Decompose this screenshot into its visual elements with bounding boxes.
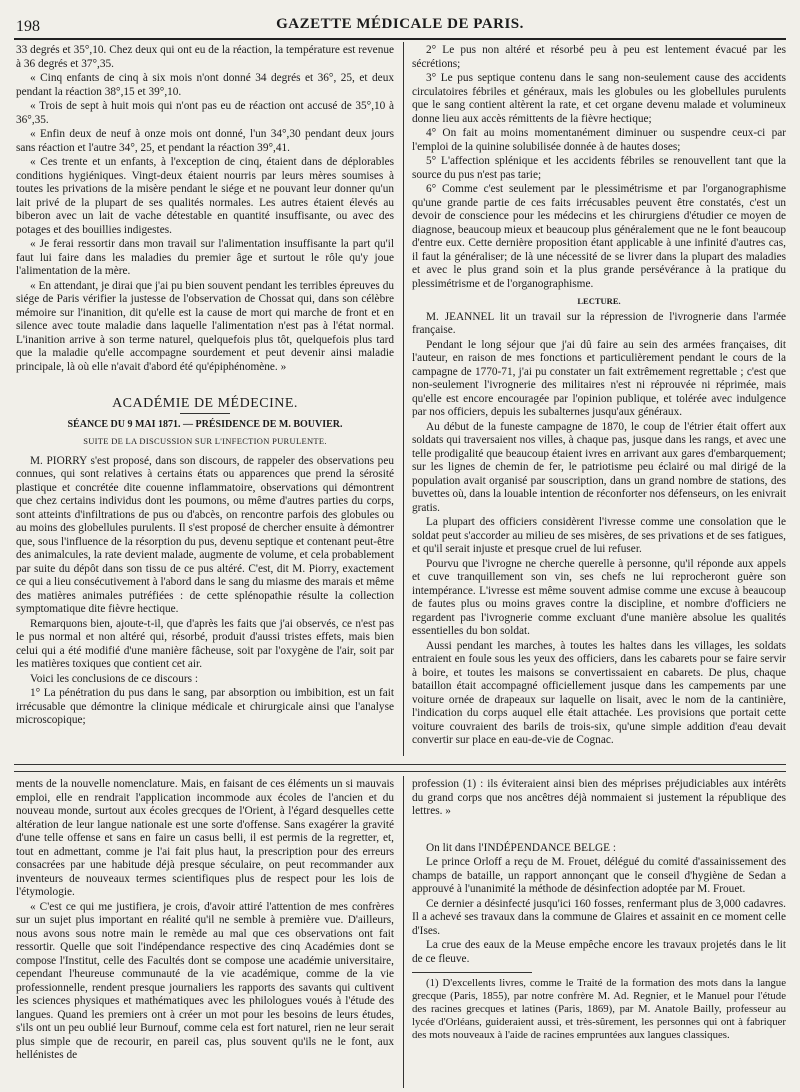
section-separator	[14, 771, 786, 772]
section-rule	[180, 413, 230, 414]
paragraph: « Cinq enfants de cinq à six mois n'ont donné 34 degrés et 36°, 25, et deux pendant la réaction 38°,15 et 39°,10.	[16, 72, 394, 98]
paragraph: Pourvu que l'ivrogne ne cherche querelle à personne, qu'il réponde aux appels et cuve tranquillement son vin, ses chefs ne lui reprocheront guère son intempérance. L'ivresse est même souvent admise comme une excuse à beaucoup de fautes plus ou moins graves contre la discipline, et nombre d'officiers ne regardent pas l'ivrognerie comme excluant d'une manière absolue les qualités essentielles du bon soldat.	[412, 557, 786, 637]
page-header	[14, 0, 786, 38]
paragraph: 4° On fait au moins momentanément diminuer ou suspendre ceux-ci par l'emploi de la quinine solubilisée donnée à de hautes doses;	[412, 127, 786, 153]
paragraph: 33 degrés et 35°,10. Chez deux qui ont eu de la réaction, la température est revenue à 36 degrés et 37°,35.	[16, 44, 394, 70]
paragraph: 5° L'affection splénique et les accidents fébriles se renouvellent tant que la source du pus n'est pas tarie;	[412, 155, 786, 181]
page-number: 198	[16, 18, 40, 35]
header-rule	[14, 38, 786, 40]
top-right-column	[412, 44, 786, 754]
paragraph: Remarquons bien, ajoute-t-il, que d'après les faits que j'ai observés, ce n'est pas le pus normal et non altéré qui, résorbé, produit d'aussi tristes effets, mais bien celui qui a été modifié d'une manière fâcheuse, soit par l'oxygène de l'air, soit par les matières toxiques que contient cet air.	[16, 617, 394, 670]
paragraph: « C'est ce qui me justifiera, je crois, d'avoir attiré l'attention de mes confrères sur un sujet plus important en réalité qu'il ne semble à première vue. D'ailleurs, nous avons sous notre main le remède au mal que ces observations ont fait ressortir. Quelle que soit l'indépendance respective des cinq Académies dont se compose l'Institut, celle des Facultés dont se compose une académie universitaire, cependant l'heureuse communauté de la vie académique, comme de la vie professionnelle, rendent presque journaliers les rapports des savants qui cultivent les sciences physiques et mathématiques avec les philologues voués à l'étude des langues. Quand les premiers ont à créer un mot pour les besoins de leurs études, s'ils ont un peu oublié leur Burnouf, comme cela est fort naturel, rien ne leur serait plus simple que de recourir, en pareil cas, plus souvent qu'ils ne le font, aux hellénistes de	[16, 900, 394, 1061]
paragraph: « Trois de sept à huit mois qui n'ont pas eu de réaction ont accusé de 35°,10 à 36°,35.	[16, 100, 394, 126]
paragraph: « Ces trente et un enfants, à l'exception de cinq, étaient dans de déplorables conditions hygiéniques. Vingt-deux étaient nourris par leurs mères soumises à toutes les privations de la misère pendant le siége et ne pouvant leur donner qu'un lait privé de la plupart de ses qualités normales. Les autres étaient élevés au biberon avec un lait de vache détestable en quantité insuffisante, ou avec des potages et des bouillies indigestes.	[16, 156, 394, 236]
bottom-right-column	[412, 778, 786, 1088]
paragraph: 6° Comme c'est seulement par le plessimétrisme et par l'organographisme qu'une grande partie de ces faits irrécusables peuvent être constatés, c'est un devoir de conscience pour les médecins et les chirurgiens d'étudier ce moyen de diagnose, beaucoup mieux et beaucoup plus généralement que ne le font beaucoup d'entre eux. Cette dernière proposition étant applicable à une infinité d'autres cas, il faut la généraliser; de là une nécessité de se livrer dans la plupart des maladies et avec le plus grand soin et la plus grande persévérance à la pratique du plessimétrisme et de l'organographisme.	[412, 183, 786, 290]
paragraph: ments de la nouvelle nomenclature. Mais, en faisant de ces éléments un si mauvais emploi, elle en rendrait l'application incommode aux écoles de l'ancien et du nouveau monde, surtout aux écoles grecques de l'Orient, à l'égard desquelles cette altération de leur langue nationale est une sorte d'offense. Sans exagérer la gravité d'une telle offense et sans en faire un casus belli, il est permis de la regretter, et, tout en admettant, comme je l'ai fait plus haut, la prescription pour des erreurs consacrées par une habitude déjà presque séculaire, on peut recommander aux inventeurs de nouveaux termes scientifiques plus de respect pour les lois de l'étymologie.	[16, 778, 394, 898]
paragraph: Pendant le long séjour que j'ai dû faire au sein des armées françaises, dit l'auteur, en raison de mes fonctions et particulièrement pendant le cours de la campagne de 1770-71, j'ai pu constater un fait extrêmement regrettable ; c'est que non-seulement l'ivrognerie des militaires n'est ni réprouvée ni réprimée, mais qu'elle est encore encouragée par l'opinion publique, et tolérée avec indulgence par nos officiers, depuis les subalternes jusqu'aux généraux.	[412, 338, 786, 418]
footnote: (1) D'excellents livres, comme le Traité de la formation des mots dans la langue grecque (Paris, 1855), par notre confrère M. Ad. Regnier, et le Manuel pour l'étude des racines grecques et latines (Paris, 1869), par M. Anatole Bailly, professeur au lycée d'Orléans, guideraient aussi, et très-sûrement, les personnes qui ont à fabriquer des mots nouveaux à l'aide de racines empruntées aux langues classiques.	[412, 977, 786, 1041]
paragraph: La plupart des officiers considèrent l'ivresse comme une consolation que le soldat peut s'accorder au milieu de ses misères, de ses privations et de ses fatigues, et qu'il serait injuste et presque cruel de lui refuser.	[412, 516, 786, 555]
source-intro: On lit dans l'INDÉPENDANCE BELGE :	[426, 841, 616, 854]
lecture-heading: LECTURE.	[577, 296, 621, 306]
section-title: ACADÉMIE DE MÉDECINE.	[112, 396, 298, 411]
paragraph: « En attendant, je dirai que j'ai pu bien souvent pendant les terribles épreuves du siége de Paris vérifier la justesse de l'observation de Chossat qui, dans son célèbre mémoire sur l'inanition, dit qu'elle est la cause de mort qui marche de front et en silence avec toute maladie dans laquelle l'alimentation n'est pas à l'état normal. L'inanition arrive à son terme naturel, quelquefois plus tôt, quelquefois plus tard que la maladie qu'elle accompagne sourdement et peut devenir ainsi maladie principale, là où elle n'avait d'abord été qu'épiphénomène. »	[16, 279, 394, 373]
paragraph: Le prince Orloff a reçu de M. Frouet, délégué du comité d'assainissement des champs de bataille, un rapport annonçant que le conseil d'hygiène de Sedan a approuvé à l'unanimité la méthode de désinfection adoptée par M. Frouet.	[412, 856, 786, 895]
column-divider	[403, 42, 404, 756]
section-separator	[14, 764, 786, 765]
paragraph: 2° Le pus non altéré et résorbé peu à peu est lentement évacué par les sécrétions;	[412, 44, 786, 70]
paragraph: Au début de la funeste campagne de 1870, le coup de l'étrier était offert aux soldats qui traversaient nos villes, à chaque pas, jusque dans les rangs, et avec une telle prodigalité que beaucoup étaient ivres en arrivant aux gares d'embarquement; sur les lignes de chemin de fer, le patriotisme peu éclairé ou mal dirigé de la population avait organisé par souscription, dans un grand nombre de stations, des buvettes où, dans la louable intention de réconforter nos défenseurs, on les enivrait gratis.	[412, 420, 786, 514]
paragraph: Ce dernier a désinfecté jusqu'ici 160 fosses, renfermant plus de 3,000 cadavres. Il a achevé ses travaux dans la commune de Glaires et assainit en ce moment celle d'Ises.	[412, 897, 786, 937]
journal-title: GAZETTE MÉDICALE DE PARIS.	[276, 16, 524, 32]
paragraph: « Enfin deux de neuf à onze mois ont donné, l'un 34°,30 pendant deux jours sans réaction et l'autre 34°, 25, et pendant la réaction 39°,41.	[16, 128, 394, 154]
paragraph: Voici les conclusions de ce discours :	[30, 672, 198, 685]
seance-heading: SÉANCE DU 9 MAI 1871. — PRÉSIDENCE DE M. BOUVIER.	[67, 418, 343, 430]
paragraph: M. PIORRY s'est proposé, dans son discours, de rappeler des observations peu connues, qui sont relatives à certains états ou apparences que prend la sérosité plastique et concrétée dite couenne inflammatoire, observations qui démontrent que chez certains individus dont les poumons, ou même d'autres parties du corps, sont atteints d'infiltrations de pus ou d'abcès, on rencontre parfois des globules ou au moins des globellules purulents. Il s'est proposé de chercher ensuite à démontrer que, sous l'influence de la résorption du pus, devenu septique et contenant peut-être des animalcules, la rate devient malade, augmente de volume, et cela probablement par suite du dépôt dans son tissu de ce pus altéré. C'est, dit M. Piorry, exactement ce qui a lieu consécutivement à l'abord dans le sang du miasme des marais et même des matières animales putréfiées : de cette splénopathie résulte la collection symptomatique dite fièvre hectique.	[16, 454, 394, 615]
paragraph: « Je ferai ressortir dans mon travail sur l'alimentation insuffisante la part qu'il faut lui faire dans les maladies du premier âge et surtout le rôle qu'y joue l'alimentation de la mère.	[16, 238, 394, 277]
paragraph: La crue des eaux de la Meuse empêche encore les travaux projetés dans le lit de ce fleuve.	[412, 939, 786, 965]
top-left-column	[16, 44, 394, 754]
paragraph: Aussi pendant les marches, à toutes les haltes dans les villages, les soldats entraient en foule sous les yeux des officiers, dans les cabarets pour se faire servir à boire, et toutes les maisons se convertissaient en cabarets. De plus, chaque bataillon était accompagné officiellement jusque dans les campements par une voiture ornée de drapeaux sur laquelle on lisait, avec le nom de la cantinière, l'indication du corps auquel elle était attachée. Les provisions que portait cette voiture couvraient des barils de trois-six, qu'une simple addition d'eau devait convertir sur place en eau-de-vie de Cognac.	[412, 639, 786, 746]
paragraph: profession (1) : ils éviteraient ainsi bien des méprises préjudiciables aux intérêts du grand corps que nos ancêtres déjà nommaient si justement la république des lettres. »	[412, 778, 786, 817]
bottom-left-column	[16, 778, 394, 1088]
footnote-rule	[412, 972, 532, 973]
paragraph: M. JEANNEL lit un travail sur la répression de l'ivrognerie dans l'armée française.	[412, 310, 786, 336]
suite-heading: SUITE DE LA DISCUSSION SUR L'INFECTION PURULENTE.	[83, 436, 327, 446]
column-divider	[403, 776, 404, 1088]
paragraph: 1° La pénétration du pus dans le sang, par absorption ou imbibition, est un fait irrécusable que démontre la clinique médicale et chirurgicale ainsi que l'analyse microscopique;	[16, 687, 394, 726]
paragraph: 3° Le pus septique contenu dans le sang non-seulement cause des accidents circulatoires fébriles et généraux, mais les globules ou les globellules purulents que le sang contient altèrent la rate, et cet organe devenu malade et volumineux donne lieu aux accès rémittents de la fièvre hectique;	[412, 72, 786, 125]
